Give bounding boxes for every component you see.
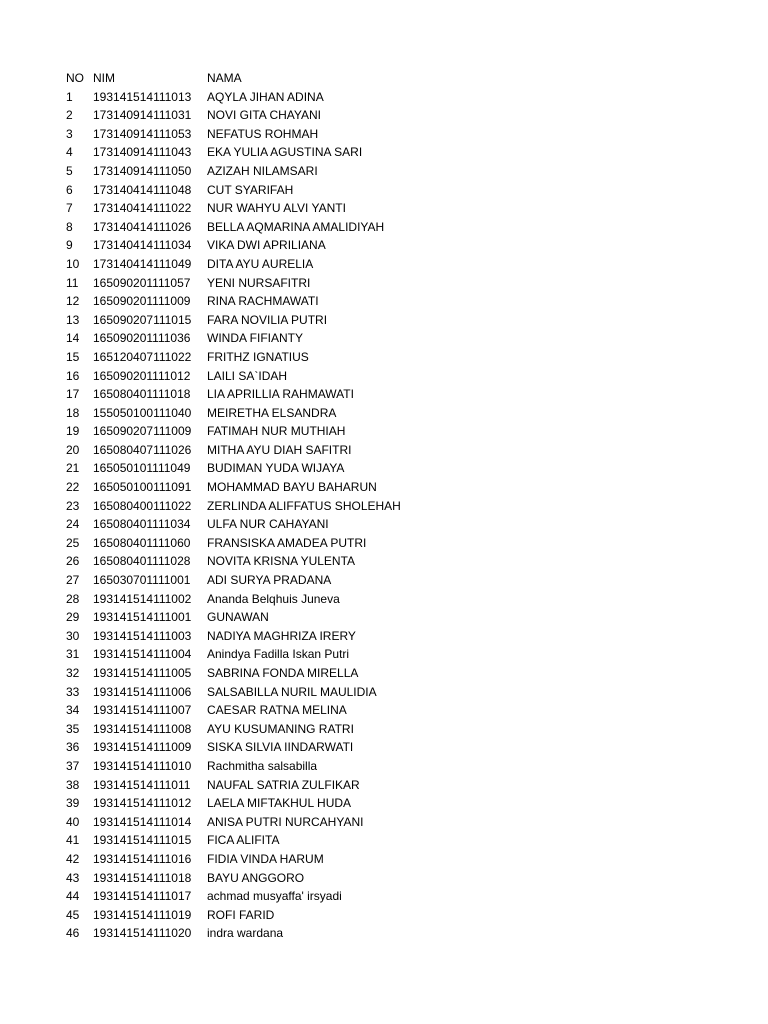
- cell-nama: NAUFAL SATRIA ZULFIKAR: [207, 777, 360, 792]
- cell-nama: FARA NOVILIA PUTRI: [207, 312, 328, 327]
- table-row: [66, 497, 706, 516]
- table-row: [66, 515, 706, 534]
- table-row: [66, 162, 706, 181]
- table-row: [66, 106, 706, 125]
- cell-no: 1: [66, 89, 73, 104]
- cell-nama: LAELA MIFTAKHUL HUDA: [207, 796, 352, 811]
- cell-nim: 173140414111049: [93, 256, 192, 271]
- cell-nama: CAESAR RATNA MELINA: [207, 703, 347, 718]
- cell-no: 37: [66, 758, 80, 773]
- cell-no: 9: [66, 238, 73, 253]
- cell-no: 25: [66, 535, 80, 550]
- table-row: [66, 181, 706, 200]
- cell-nim: 165090201111012: [93, 368, 191, 383]
- cell-nama: FRANSISKA AMADEA PUTRI: [207, 535, 367, 550]
- table-row: [66, 850, 706, 869]
- cell-nim: 165050100111091: [93, 480, 192, 495]
- cell-nim: 165090201111036: [93, 331, 191, 346]
- cell-no: 17: [66, 387, 80, 402]
- cell-nama: ADI SURYA PRADANA: [207, 573, 332, 588]
- cell-nama: NEFATUS ROHMAH: [207, 126, 319, 141]
- cell-nim: 165090207111009: [93, 424, 192, 439]
- cell-nim: 193141514111004: [93, 647, 192, 662]
- table-body: [66, 88, 706, 943]
- cell-nama: AYU KUSUMANING RATRI: [207, 721, 354, 736]
- cell-no: 12: [66, 294, 80, 309]
- table-row: [66, 664, 706, 683]
- cell-nama: ANISA PUTRI NURCAHYANI: [207, 814, 364, 829]
- cell-nama: FRITHZ IGNATIUS: [207, 349, 309, 364]
- cell-nim: 173140914111050: [93, 163, 192, 178]
- cell-nim: 165080407111026: [93, 442, 192, 457]
- cell-no: 26: [66, 554, 80, 569]
- cell-nim: 173140414111048: [93, 182, 192, 197]
- table-row: [66, 88, 706, 107]
- table-row: [66, 385, 706, 404]
- cell-no: 42: [66, 851, 80, 866]
- cell-nim: 173140914111043: [93, 145, 192, 160]
- table-row: [66, 478, 706, 497]
- cell-nim: 193141514111009: [93, 740, 192, 755]
- table-row: [66, 255, 706, 274]
- table-row: [66, 738, 706, 757]
- cell-nama: NOVITA KRISNA YULENTA: [207, 554, 356, 569]
- student-list-table: [66, 69, 706, 943]
- cell-nama: ROFI FARID: [207, 907, 275, 922]
- cell-no: 44: [66, 889, 80, 904]
- cell-no: 30: [66, 628, 80, 643]
- cell-nama: Rachmitha salsabilla: [207, 758, 318, 773]
- cell-nim: 165120407111022: [93, 349, 192, 364]
- cell-nama: WINDA FIFIANTY: [207, 331, 303, 346]
- table-row: [66, 404, 706, 423]
- table-row: [66, 627, 706, 646]
- cell-nama: NOVI GITA CHAYANI: [207, 108, 322, 123]
- cell-nim: 165090207111015: [93, 312, 192, 327]
- cell-nim: 193141514111011: [93, 777, 191, 792]
- table-row: [66, 831, 706, 850]
- cell-nama: AZIZAH NILAMSARI: [207, 163, 318, 178]
- cell-no: 39: [66, 796, 80, 811]
- cell-nim: 165080401111028: [93, 554, 191, 569]
- cell-no: 13: [66, 312, 80, 327]
- table-row: [66, 367, 706, 386]
- cell-nim: 165080401111018: [93, 387, 191, 402]
- cell-no: 32: [66, 666, 80, 680]
- cell-no: 2: [66, 108, 73, 123]
- cell-nim: 165090201111009: [93, 294, 191, 309]
- cell-no: 36: [66, 740, 80, 755]
- cell-nama: indra wardana: [207, 926, 284, 941]
- cell-no: 24: [66, 517, 80, 532]
- cell-nim: 165030701111001: [93, 573, 191, 588]
- cell-no: 5: [66, 163, 73, 178]
- table-row: [66, 906, 706, 925]
- table-row: [66, 571, 706, 590]
- cell-no: 43: [66, 870, 80, 885]
- cell-no: 20: [66, 442, 80, 457]
- cell-no: 15: [66, 349, 80, 364]
- cell-no: 10: [66, 256, 80, 271]
- cell-nama: BELLA AQMARINA AMALIDIYAH: [207, 219, 385, 234]
- cell-no: 19: [66, 424, 80, 439]
- cell-nama: MITHA AYU DIAH SAFITRI: [207, 442, 352, 457]
- cell-nama: LIA APRILLIA RAHMAWATI: [207, 387, 354, 402]
- cell-nama: SABRINA FONDA MIRELLA: [207, 666, 359, 680]
- cell-nama: GUNAWAN: [207, 610, 269, 625]
- cell-nama: Ananda Belqhuis Juneva: [207, 591, 340, 606]
- cell-nim: 193141514111005: [93, 666, 192, 680]
- cell-nama: FATIMAH NUR MUTHIAH: [207, 424, 346, 439]
- table-row: [66, 459, 706, 478]
- cell-nim: 173140914111053: [93, 126, 192, 141]
- cell-nim: 193141514111006: [93, 684, 192, 699]
- cell-nama: NADIYA MAGHRIZA IRERY: [207, 628, 356, 643]
- cell-nim: 155050100111040: [93, 405, 192, 420]
- cell-nama: LAILI SA`IDAH: [207, 368, 288, 383]
- cell-nama: FICA ALIFITA: [207, 833, 280, 848]
- table-row: [66, 292, 706, 311]
- table-row: [66, 441, 706, 460]
- table-row: [66, 552, 706, 571]
- cell-nama: EKA YULIA AGUSTINA SARI: [207, 145, 363, 160]
- cell-nama: VIKA DWI APRILIANA: [207, 238, 326, 253]
- table-row: [66, 199, 706, 218]
- cell-no: 11: [66, 275, 79, 290]
- cell-nim: 193141514111008: [93, 721, 192, 736]
- cell-no: 28: [66, 591, 80, 606]
- cell-nim: 193141514111010: [93, 758, 192, 773]
- cell-nim: 173140914111031: [93, 108, 192, 123]
- cell-nim: 193141514111019: [93, 907, 192, 922]
- cell-no: 40: [66, 814, 80, 829]
- cell-no: 46: [66, 926, 80, 941]
- cell-nim: 193141514111007: [93, 703, 192, 718]
- cell-no: 23: [66, 498, 80, 513]
- cell-no: 22: [66, 480, 80, 495]
- table-row: [66, 887, 706, 906]
- cell-nama: RINA RACHMAWATI: [207, 294, 319, 309]
- table-row: [66, 869, 706, 888]
- table-row: [66, 794, 706, 813]
- cell-no: 18: [66, 405, 80, 420]
- table-row: [66, 776, 706, 795]
- table-row: [66, 813, 706, 832]
- cell-nama: SALSABILLA NURIL MAULIDIA: [207, 684, 377, 699]
- table-row: [66, 720, 706, 739]
- cell-no: 45: [66, 907, 80, 922]
- cell-no: 3: [66, 126, 73, 141]
- cell-nama: Anindya Fadilla Iskan Putri: [207, 647, 350, 662]
- table-row: [66, 311, 706, 330]
- table-row: [66, 534, 706, 553]
- cell-no: 7: [66, 201, 73, 216]
- cell-nim: 173140414111034: [93, 238, 192, 253]
- cell-no: 14: [66, 331, 80, 346]
- cell-nama: YENI NURSAFITRI: [207, 275, 311, 290]
- cell-nim: 173140414111022: [93, 201, 192, 216]
- cell-nim: 193141514111020: [93, 926, 192, 941]
- cell-nama: BAYU ANGGORO: [207, 870, 305, 885]
- table-row: [66, 125, 706, 144]
- table-row: [66, 348, 706, 367]
- cell-nama: SISKA SILVIA IINDARWATI: [207, 740, 354, 755]
- table-row: [66, 608, 706, 627]
- table-row: [66, 683, 706, 702]
- cell-no: 41: [66, 833, 80, 848]
- cell-no: 35: [66, 721, 80, 736]
- cell-no: 29: [66, 610, 80, 625]
- cell-nama: ULFA NUR CAHAYANI: [207, 517, 329, 532]
- table-row: [66, 757, 706, 776]
- cell-no: 27: [66, 573, 80, 588]
- table-row: [66, 218, 706, 237]
- cell-no: 38: [66, 777, 80, 792]
- cell-nim: 193141514111016: [93, 851, 192, 866]
- cell-nama: CUT SYARIFAH: [207, 182, 294, 197]
- cell-no: 16: [66, 368, 80, 383]
- header-no: NO: [66, 71, 84, 85]
- table-row: [66, 645, 706, 664]
- cell-nim: 165050101111049: [93, 461, 191, 476]
- cell-nim: 193141514111018: [93, 870, 192, 885]
- cell-no: 4: [66, 145, 73, 160]
- cell-nim: 193141514111001: [93, 610, 192, 625]
- table-row: [66, 236, 706, 255]
- cell-nim: 165080400111022: [93, 498, 192, 513]
- table-row: [66, 329, 706, 348]
- table-row: [66, 422, 706, 441]
- cell-nim: 173140414111026: [93, 219, 192, 234]
- cell-nama: AQYLA JIHAN ADINA: [207, 89, 324, 104]
- cell-nim: 193141514111017: [93, 889, 192, 904]
- header-nim: NIM: [93, 71, 115, 85]
- cell-nim: 165080401111034: [93, 517, 191, 532]
- cell-nama: DITA AYU AURELIA: [207, 256, 314, 271]
- cell-nim: 165090201111057: [93, 275, 191, 290]
- cell-nim: 193141514111014: [93, 814, 192, 829]
- cell-nim: 193141514111013: [93, 89, 192, 104]
- cell-nim: 193141514111012: [93, 796, 192, 811]
- header-nama: NAMA: [207, 71, 242, 85]
- cell-nim: 193141514111002: [93, 591, 192, 606]
- cell-no: 34: [66, 703, 80, 718]
- cell-no: 33: [66, 684, 80, 699]
- cell-no: 31: [66, 647, 80, 662]
- cell-nama: MEIRETHA ELSANDRA: [207, 405, 337, 420]
- cell-nama: ZERLINDA ALIFFATUS SHOLEHAH: [207, 498, 401, 513]
- table-row: [66, 590, 706, 609]
- table-row: [66, 701, 706, 720]
- cell-nim: 165080401111060: [93, 535, 191, 550]
- cell-no: 21: [66, 461, 80, 476]
- cell-no: 8: [66, 219, 73, 234]
- cell-nama: MOHAMMAD BAYU BAHARUN: [207, 480, 377, 495]
- cell-nama: NUR WAHYU ALVI YANTI: [207, 201, 346, 216]
- table-row: [66, 274, 706, 293]
- cell-nama: achmad musyaffa' irsyadi: [207, 889, 342, 904]
- cell-nama: BUDIMAN YUDA WIJAYA: [207, 461, 345, 476]
- table-header-row: [66, 69, 706, 88]
- table-row: [66, 143, 706, 162]
- cell-no: 6: [66, 182, 73, 197]
- cell-nim: 193141514111015: [93, 833, 192, 848]
- cell-nama: FIDIA VINDA HARUM: [207, 851, 324, 866]
- table-row: [66, 924, 706, 943]
- cell-nim: 193141514111003: [93, 628, 192, 643]
